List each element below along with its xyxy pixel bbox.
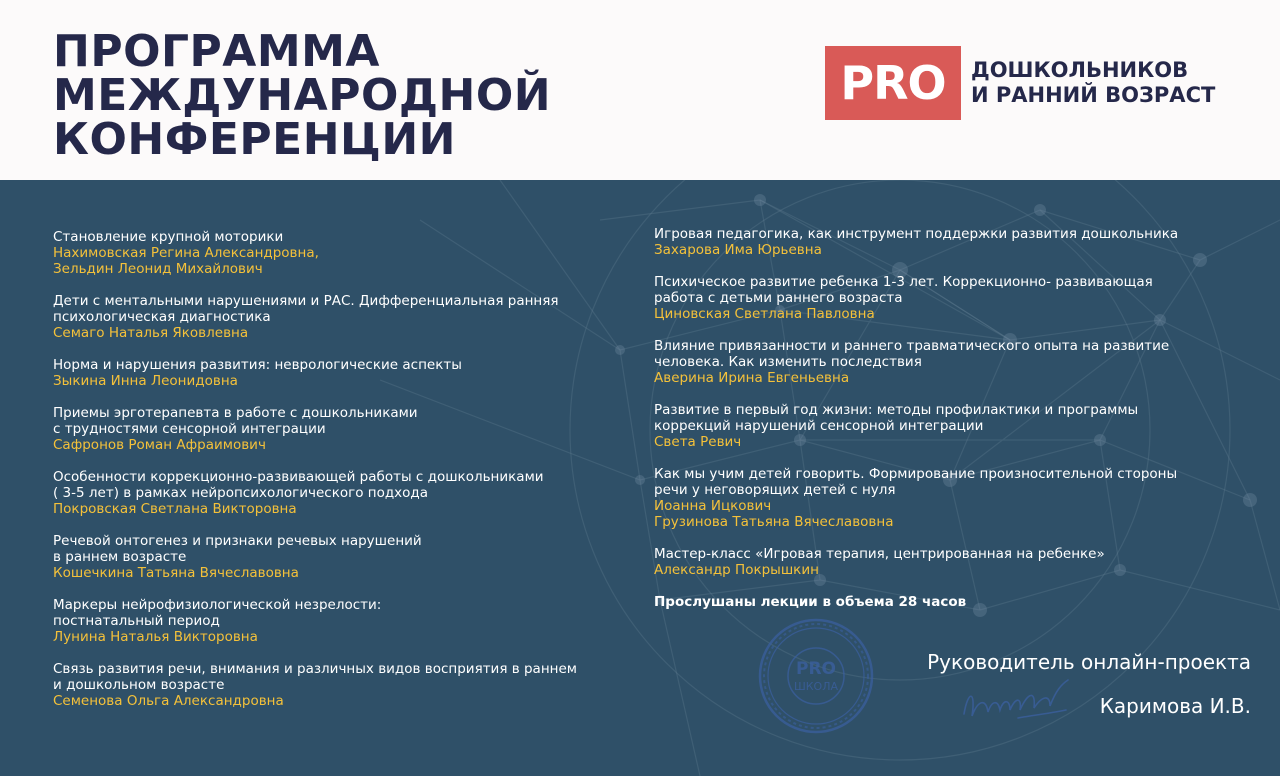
title-line: МЕЖДУНАРОДНОЙ xyxy=(53,70,552,121)
logo-text-line: И РАННИЙ ВОЗРАСТ xyxy=(971,83,1216,107)
talk-author: Кошечкина Татьяна Вячеславовна xyxy=(53,565,299,581)
talk-topic: Развитие в первый год жизни: методы профилактики и программы коррекций нарушений сенсорной интеграции xyxy=(654,402,1139,434)
handwritten-signature xyxy=(958,670,1078,730)
program-item xyxy=(53,597,643,645)
talk-author: Захарова Има Юрьевна xyxy=(654,242,822,258)
talk-author: Зельдин Леонид Михайлович xyxy=(53,261,263,277)
talk-author: Грузинова Татьяна Вячеславовна xyxy=(654,514,894,530)
program-item xyxy=(53,533,643,581)
hours-footnote: Прослушаны лекции в объема 28 часов xyxy=(654,594,967,610)
talk-author: Семенова Ольга Александровна xyxy=(53,693,284,709)
talk-author: Аверина Ирина Евгеньевна xyxy=(654,370,850,386)
page-title xyxy=(53,26,552,165)
talk-author: Нахимовская Регина Александровна, xyxy=(53,245,319,261)
stamp-label: ШКОЛА xyxy=(793,680,839,693)
talk-author: Иоанна Ицкович xyxy=(654,498,772,514)
program-column-left xyxy=(53,229,643,725)
talk-topic: Игровая педагогика, как инструмент поддержки развития дошкольника xyxy=(654,226,1179,242)
talk-topic: Речевой онтогенез и признаки речевых нарушений в раннем возрасте xyxy=(53,533,422,565)
program-item xyxy=(654,274,1254,322)
talk-topic: Мастер-класс «Игровая терапия, центрированная на ребенке» xyxy=(654,546,1105,562)
talk-topic: Приемы эрготерапевта в работе с дошкольниками с трудностями сенсорной интеграции xyxy=(53,405,418,437)
talk-topic: Особенности коррекционно-развивающей работы с дошкольниками ( 3-5 лет) в рамках нейропсихологического подхода xyxy=(53,469,544,501)
program-item xyxy=(53,405,643,453)
program-panel xyxy=(0,180,1280,776)
program-column-right xyxy=(654,226,1254,610)
program-item xyxy=(53,229,643,277)
title-line: КОНФЕРЕНЦИИ xyxy=(53,114,456,165)
talk-author: Александр Покрышкин xyxy=(654,562,819,578)
talk-topic: Как мы учим детей говорить. Формирование произносительной стороны речи у неговорящих детей с нуля xyxy=(654,466,1178,498)
logo-mark: PRO xyxy=(825,46,961,120)
signer-name: Каримова И.В. xyxy=(1099,694,1251,718)
talk-author: Семаго Наталья Яковлевна xyxy=(53,325,249,341)
stamp-mark: PRO xyxy=(795,659,837,679)
program-item xyxy=(654,466,1254,530)
logo-text xyxy=(971,58,1215,108)
talk-author: Света Ревич xyxy=(654,434,742,450)
program-item xyxy=(654,226,1254,258)
program-item xyxy=(53,661,643,709)
talk-author: Сафронов Роман Афраимович xyxy=(53,437,266,453)
talk-topic: Дети с ментальными нарушениями и РАС. Дифференциальная ранняя психологическая диагностика xyxy=(53,293,559,325)
program-item xyxy=(654,402,1254,450)
program-item xyxy=(654,338,1254,386)
talk-topic: Норма и нарушения развития: неврологические аспекты xyxy=(53,357,462,373)
signer-role: Руководитель онлайн-проекта xyxy=(927,650,1251,674)
talk-topic: Маркеры нейрофизиологической незрелости: постнатальный период xyxy=(53,597,382,629)
talk-topic: Связь развития речи, внимания и различных видов восприятия в раннем и дошкольном возрасте xyxy=(53,661,577,693)
talk-author: Покровская Светлана Викторовна xyxy=(53,501,297,517)
program-item xyxy=(53,293,643,341)
title-line: ПРОГРАММА xyxy=(53,26,380,77)
talk-topic: Становление крупной моторики xyxy=(53,229,284,245)
talk-author: Зыкина Инна Леонидовна xyxy=(53,373,238,389)
talk-topic: Психическое развитие ребенка 1-3 лет. Коррекционно- развивающая работа с детьми раннего возраста xyxy=(654,274,1153,306)
program-item xyxy=(654,546,1254,578)
program-item xyxy=(53,357,643,389)
talk-author: Лунина Наталья Викторовна xyxy=(53,629,258,645)
header xyxy=(0,0,1280,180)
program-item xyxy=(53,469,643,517)
logo-text-line: ДОШКОЛЬНИКОВ xyxy=(971,58,1189,82)
seal-stamp xyxy=(757,616,875,736)
talk-topic: Влияние привязанности и раннего травматического опыта на развитие человека. Как изменить последствия xyxy=(654,338,1170,370)
talk-author: Циновская Светлана Павловна xyxy=(654,306,875,322)
